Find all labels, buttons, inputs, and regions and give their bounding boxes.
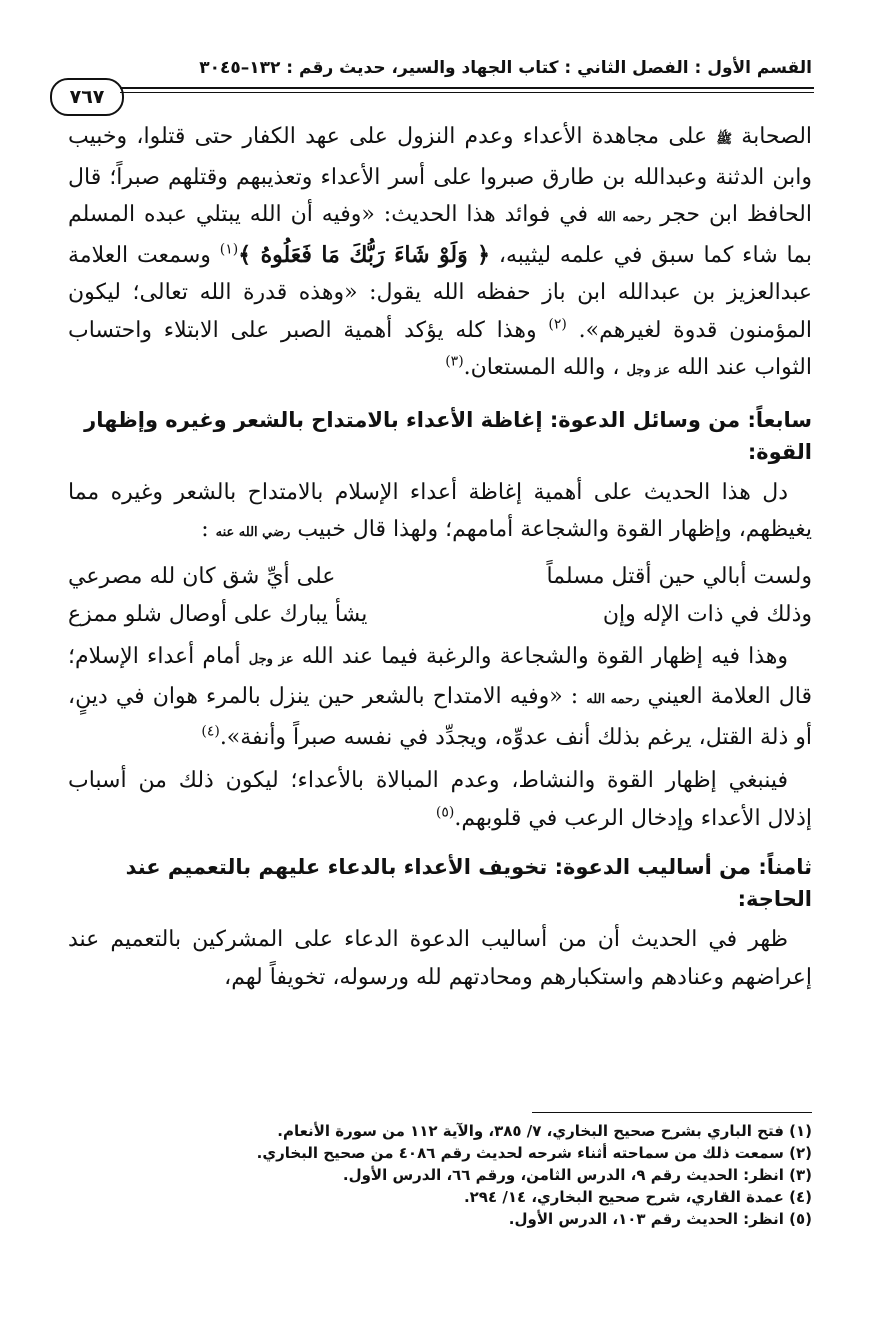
honorific-glyph: رحمه الله — [597, 210, 652, 225]
text-run: أسباب إذلال الأعداء وإدخال الرعب في قلوبهم. — [68, 768, 812, 831]
text-run: عبده المسلم بما شاء كما سبق في علمه ليثيبه، — [68, 202, 812, 268]
header-rule — [120, 87, 814, 93]
footnote-rule — [532, 1112, 812, 1113]
poem-hemistich-second: يشأ يبارك على أوصال شلو ممزع — [68, 601, 368, 627]
text-run: في فوائد هذا الحديث: «وفيه أن الله يبتلي — [195, 202, 589, 227]
footnote-4: (٤) عمدة القاري، شرح صحيح البخاري، ١٤/ ٢٩٤. — [463, 1188, 812, 1206]
text-run: الابتلاء واحتساب الثواب عند الله — [68, 317, 812, 380]
paragraph-patience — [68, 118, 812, 390]
poem-hemistich-first: وذلك في ذات الإله وإن — [602, 601, 812, 627]
text-run: الله تعالى؛ ليكون المؤمنون قدوة لغيرهم». — [68, 280, 813, 343]
main-text — [68, 118, 812, 996]
poem-verse — [68, 558, 812, 596]
text-run: أمام أعداء الإسلام؛ — [68, 643, 241, 669]
honorific-glyph: ﷺ — [716, 132, 733, 147]
paragraph-strength — [68, 762, 812, 837]
poem-hemistich-first: ولست أبالي حين أقتل مسلماً — [546, 563, 812, 589]
footnote-ref-3[interactable]: (٣) — [445, 353, 464, 370]
footnote-1: (١) فتح الباري بشرح صحيح البخاري، ٧/ ٣٨٥، والآية ١١٢ من سورة الأنعام. — [277, 1122, 812, 1140]
section-heading-eighth: ثامناً: من أساليب الدعوة: تخويف الأعداء بالدعاء عليهم بالتعميم عند الحاجة: — [125, 855, 812, 911]
paragraph-poetry-intro — [68, 474, 812, 552]
paragraph-supplication — [68, 921, 812, 996]
text-run: فينبغي إظهار القوة والنشاط، وعدم المبالاة بالأعداء؛ ليكون ذلك من — [138, 768, 788, 793]
text-run: وخبيب وابن الدثنة وعبدالله بن طارق صبروا على أسر الأعداء وتعذيبهم وقتلهم — [68, 124, 813, 190]
footnote-5: (٥) انظر: الحديث رقم ١٠٣، الدرس الأول. — [508, 1210, 812, 1228]
text-run: دينٍ، أو ذلة القتل، يرغم بذلك أنف عدوِّه، ويجدِّد في نفسه صبراً وأنفة». — [68, 684, 812, 750]
footnote-2: (٢) سمعت ذلك من سماحته أثناء شرحه لحديث رقم ٤٠٨٦ من صحيح البخاري. — [256, 1144, 812, 1162]
text-run: الصحابة — [741, 124, 813, 149]
section-heading-seventh: سابعاً: من وسائل الدعوة: إغاظة الأعداء بالامتداح بالشعر وغيره وإظهار القوة: — [84, 407, 812, 464]
text-run: ظهر في الحديث أن من أساليب الدعوة الدعاء على المشركين بالتعميم — [110, 927, 788, 952]
page-number: ٧٦٧ — [50, 78, 124, 116]
poem-hemistich-second: على أيِّ شق كان لله مصرعي — [68, 563, 336, 589]
footnote-ref-5[interactable]: (٥) — [435, 804, 455, 821]
honorific-glyph: رضي الله عنه — [215, 525, 291, 540]
honorific-glyph: رحمه الله — [586, 692, 640, 707]
honorific-glyph: عز وجل — [626, 363, 671, 378]
text-run: وهذا كله يؤكد أهمية الصبر على — [230, 317, 537, 343]
footnotes — [120, 1120, 812, 1230]
text-run: : — [201, 517, 209, 542]
honorific-glyph: عز وجل — [248, 651, 294, 667]
text-run: مما يغيظهم، وإظهار القوة والشجاعة أمامهم؛ ولهذا قال خبيب — [68, 479, 812, 542]
paragraph-courage — [68, 638, 812, 757]
text-run: قال العلامة العيني — [647, 684, 812, 709]
text-run: صبراً؛ قال الحافظ ابن حجر — [68, 164, 812, 227]
running-head: القسم الأول : الفصل الثاني : كتاب الجهاد والسير، حديث رقم : ١٣٢–٣٠٤٥ — [199, 58, 812, 78]
text-run: : «وفيه الامتداح بالشعر حين ينزل بالمرء هوان في — [115, 684, 579, 709]
footnote-ref-2[interactable]: (٢) — [548, 316, 567, 333]
text-run: عند إعراضهم وعنادهم واستكبارهم ومحادتهم لله ورسوله، تخويفاً لهم، — [68, 927, 812, 990]
footnote-ref-4[interactable]: (٤) — [201, 723, 220, 740]
text-run: دل هذا الحديث على أهمية إغاظة أعداء الإسلام بالامتداح بالشعر وغيره — [110, 479, 788, 505]
poem — [68, 558, 812, 634]
text-run: وسمعت العلامة عبدالعزيز بن عبدالله ابن باز حفظه الله يقول: «وهذه قدرة — [68, 242, 812, 305]
text-run: ، والله المستعان. — [463, 355, 620, 380]
quran-verse: ﴿ وَلَوْ شَاءَ رَبُّكَ مَا فَعَلُوهُ ﴾ — [238, 241, 491, 268]
footnote-3: (٣) انظر: الحديث رقم ٩، الدرس الثامن، ورقم ٦٦، الدرس الأول. — [342, 1166, 812, 1184]
text-run: وهذا فيه إظهار القوة والشجاعة والرغبة فيما عند الله — [301, 643, 789, 669]
poem-verse — [68, 596, 812, 634]
footnote-ref-1[interactable]: (١) — [219, 241, 239, 258]
text-run: على مجاهدة الأعداء وعدم النزول على عهد الكفار حتى قتلوا، — [136, 124, 708, 149]
